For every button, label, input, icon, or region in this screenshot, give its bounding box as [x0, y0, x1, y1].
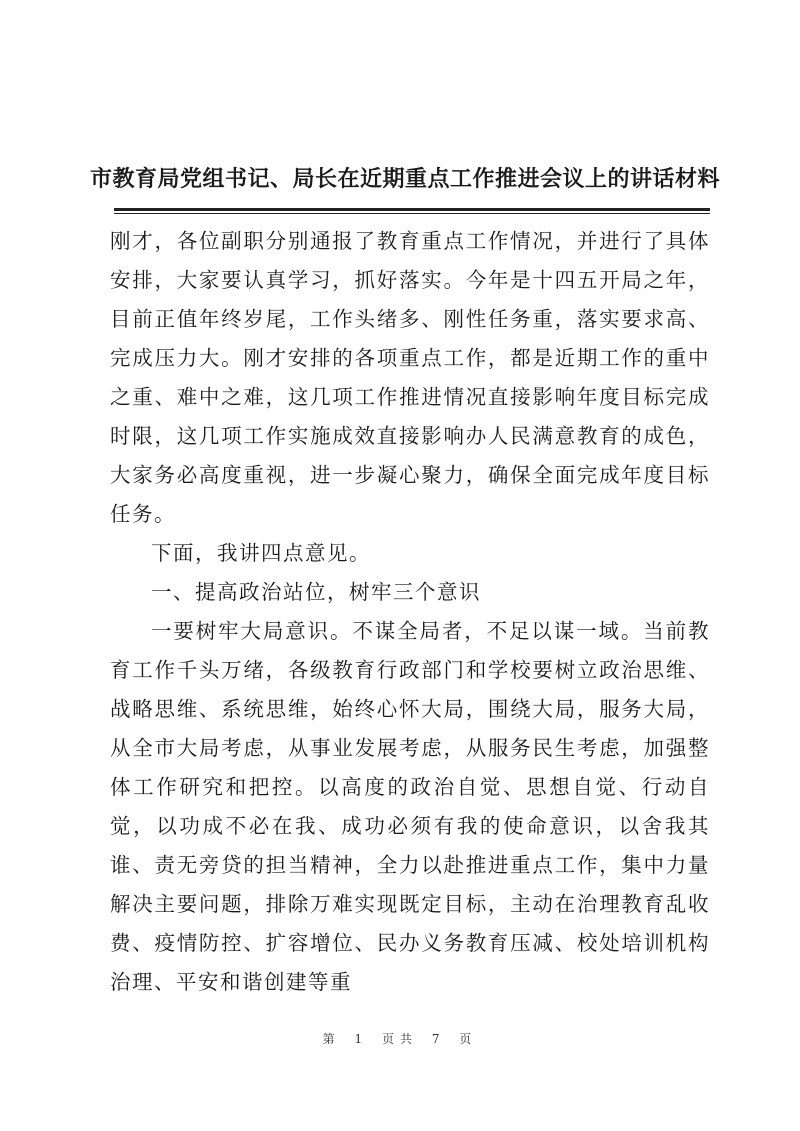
title-rule-thin	[114, 213, 710, 214]
page-footer	[0, 1030, 800, 1047]
section-heading: 一、提高政治站位，树牢三个意识	[151, 580, 481, 604]
footer-middle: 页共	[381, 1032, 418, 1046]
footer-total-pages: 7	[431, 1032, 446, 1046]
paragraph-opening: 刚才，各位副职分别通报了教育重点工作情况，并进行了具体安排，大家要认真学习，抓好落实。今年是十四五开局之年，目前正值年终岁尾，工作头绪多、刚性任务重，落实要求高、完成压力大。刚才安排的各项重点工作，都是近期工作的重中之重、难中之难，这几项工作推进情况直接影响年度目标完成时限，这几项工作实施成效直接影响办人民满意教育的成色，大家务必高度重视，进一步凝心聚力，确保全面完成年度目标任务。	[110, 229, 710, 526]
footer-suffix: 页	[459, 1032, 478, 1046]
document-body	[110, 222, 710, 1002]
footer-prefix: 第	[322, 1032, 341, 1046]
footer-page-number: 1	[354, 1032, 369, 1046]
document-title: 市教育局党组书记、局长在近期重点工作推进会议上的讲话材料	[90, 166, 721, 192]
paragraph-body: 一要树牢大局意识。不谋全局者，不足以谋一域。当前教育工作千头万绪，各级教育行政部门和学校要树立政治思维、战略思维、系统思维，始终心怀大局，围绕大局，服务大局，从全市大局考虑，从事业发展考虑，从服务民生考虑，加强整体工作研究和把控。以高度的政治自觉、思想自觉、行动自觉，以功成不必在我、成功必须有我的使命意识，以舍我其谁、责无旁贷的担当精神，全力以赴推进重点工作，集中力量解决主要问题，排除万难实现既定目标，主动在治理教育乱收费、疫情防控、扩容增位、民办义务教育压减、校处培训机构治理、平安和谐创建等重	[110, 619, 710, 994]
title-rule-thick	[114, 208, 710, 211]
paragraph-intro: 下面，我讲四点意见。	[151, 541, 371, 565]
